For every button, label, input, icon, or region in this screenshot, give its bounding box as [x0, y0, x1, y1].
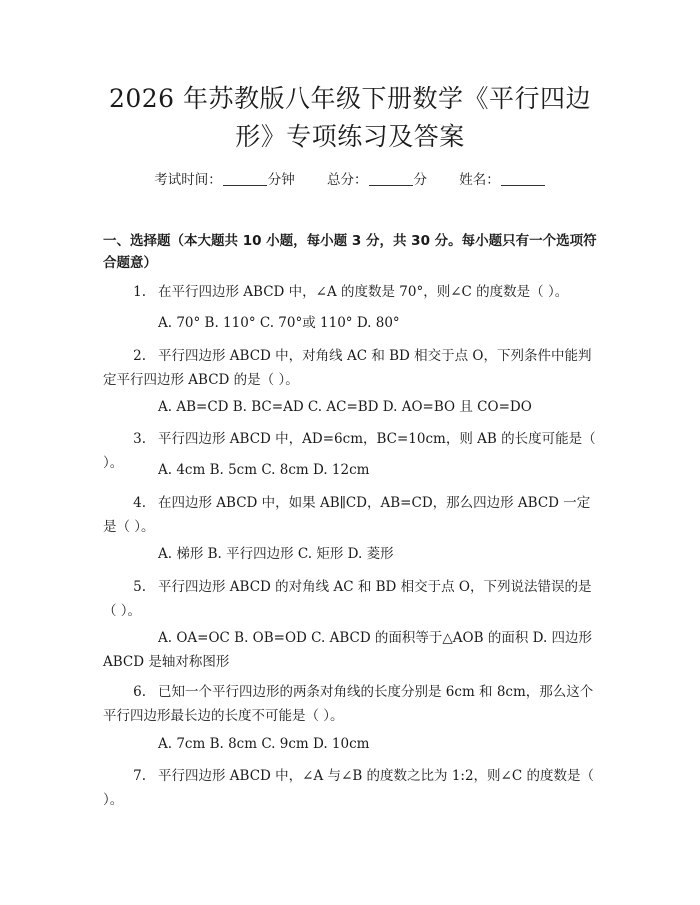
question-4-stem: 在四边形 ABCD 中，如果 AB∥CD，AB=CD，那么四边形 ABCD 一定是（ ）。 [103, 495, 591, 535]
exam-time-field: 考试时间： 分钟 [154, 172, 295, 188]
exam-info-line [0, 168, 700, 188]
total-score-field: 总分： 分 [327, 172, 427, 188]
question-6: 6. 已知一个平行四边形的两条对角线的长度分别是 6cm 和 8cm，那么这个平行四边形最长边的长度不可能是（ ）。 [103, 684, 594, 724]
question-3-options: A. 4cm B. 5cm C. 8cm D. 12cm [158, 462, 370, 478]
document-title [100, 80, 600, 156]
title-line-1: 2026 年苏教版八年级下册数学《平行四边 [108, 84, 592, 113]
question-4: 4. 在四边形 ABCD 中，如果 AB∥CD，AB=CD，那么四边形 ABCD 一定是（ ）。 [103, 495, 591, 535]
question-2-options: A. AB=CD B. BC=AD C. AC=BD D. AO=BO 且 CO=DO [158, 399, 532, 415]
title-line-2: 形》专项练习及答案 [235, 122, 465, 151]
question-1-stem: 在平行四边形 ABCD 中，∠A 的度数是 70°，则∠C 的度数是（ ）。 [158, 284, 569, 300]
question-3: 3. 平行四边形 ABCD 中，AD=6cm，BC=10cm，则 AB 的长度可能是（ ）。 [103, 431, 596, 471]
question-7-stem: 平行四边形 ABCD 中，∠A 与∠B 的度数之比为 1:2，则∠C 的度数是（ ）。 [103, 768, 594, 808]
question-7: 7. 平行四边形 ABCD 中，∠A 与∠B 的度数之比为 1:2，则∠C 的度数是（ ）。 [103, 768, 594, 808]
section-1-title: 一、选择题（本大题共 10 小题，每小题 3 分，共 30 分。每小题只有一个选项符合题意） [103, 233, 597, 271]
question-2-stem: 平行四边形 ABCD 中，对角线 AC 和 BD 相交于点 O，下列条件中能判定平行四边形 ABCD 的是（ ）。 [103, 348, 592, 388]
question-1: 1. 在平行四边形 ABCD 中，∠A 的度数是 70°，则∠C 的度数是（ ）。 [133, 284, 569, 300]
question-2: 2. 平行四边形 ABCD 中，对角线 AC 和 BD 相交于点 O，下列条件中能判定平行四边形 ABCD 的是（ ）。 [103, 348, 592, 388]
question-6-stem: 已知一个平行四边形的两条对角线的长度分别是 6cm 和 8cm，那么这个平行四边形最长边的长度不可能是（ ）。 [103, 684, 594, 724]
question-5: 5. 平行四边形 ABCD 的对角线 AC 和 BD 相交于点 O，下列说法错误的是（ ）。 [103, 579, 592, 619]
total-score-blank [369, 185, 413, 186]
question-6-options: A. 7cm B. 8cm C. 9cm D. 10cm [158, 736, 370, 752]
student-name-field: 姓名： [459, 172, 546, 188]
exam-time-blank [223, 185, 267, 186]
question-4-options: A. 梯形 B. 平行四边形 C. 矩形 D. 菱形 [158, 546, 394, 562]
question-5-options: A. OA=OC B. OB=OD C. ABCD 的面积等于△AOB 的面积 D. 四边形 ABCD 是轴对称图形 [103, 630, 593, 670]
question-5-stem: 平行四边形 ABCD 的对角线 AC 和 BD 相交于点 O，下列说法错误的是（ ）。 [103, 579, 592, 619]
question-1-options: A. 70° B. 110° C. 70°或 110° D. 80° [158, 315, 400, 331]
student-name-blank [501, 185, 545, 186]
question-3-stem: 平行四边形 ABCD 中，AD=6cm，BC=10cm，则 AB 的长度可能是（ ）。 [103, 431, 596, 471]
